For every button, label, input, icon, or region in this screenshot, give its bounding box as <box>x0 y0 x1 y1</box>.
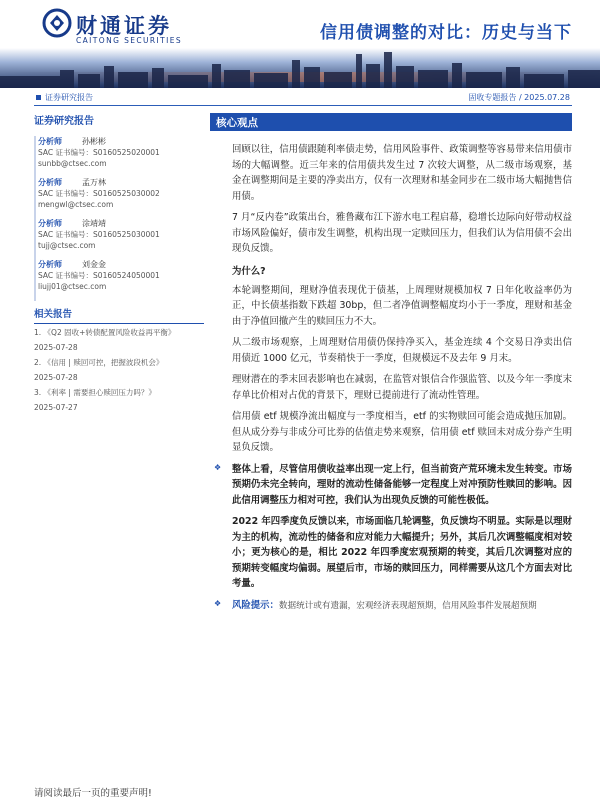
analyst-email[interactable]: mengwl@ctsec.com <box>38 200 114 209</box>
analyst-card <box>34 136 194 169</box>
analyst-email[interactable]: tujj@ctsec.com <box>38 241 96 250</box>
related-report-link[interactable]: 1. 《Q2 固收+转债配置风险收益再平衡》 <box>34 328 176 337</box>
analyst-role: 分析师 <box>38 137 62 146</box>
analyst-name: 刘金金 <box>82 260 106 269</box>
analyst-cert: S0160524050001 <box>93 271 160 280</box>
related-report-link[interactable]: 3. 《利率 | 需要担心赎回压力吗？》 <box>34 388 156 397</box>
diamond-bullet-icon: ❖ <box>214 598 222 608</box>
paragraph: 从二级市场观察，上周理财信用债仍保持净买入，基金连续 4 个交易日净卖出信用债近 1000 亿元，节奏稍快于一季度，但规模远不及去年 9 月末。 <box>232 337 572 364</box>
analyst-email[interactable]: sunbb@ctsec.com <box>38 159 107 168</box>
brand-name-cn: 财通证券 <box>76 14 172 38</box>
paragraph: 7 月“反内卷”政策出台，雅鲁藏布江下游水电工程启幕，稳增长边际向好带动权益市场风险偏好，债市发生调整，机构出现一定赎回压力，但我们认为信用债不会出现负反馈。 <box>232 212 572 254</box>
risk-text: 数据统计或有遗漏，宏观经济表现超预期，信用风险事件发展超预期 <box>278 600 537 611</box>
analyst-card <box>34 177 194 210</box>
risk-bullet <box>214 598 572 615</box>
analyst-name: 涂靖靖 <box>82 219 106 228</box>
analyst-name: 孟万林 <box>82 178 106 187</box>
analyst-email[interactable]: liujj01@ctsec.com <box>38 282 107 291</box>
research-label: 证券研究报告 <box>34 116 94 127</box>
report-header <box>0 0 600 90</box>
report-type <box>36 92 93 103</box>
related-report-link[interactable]: 2. 《信用 | 赎回可控，把握波段机会》 <box>34 358 164 367</box>
analyst-name: 孙彬彬 <box>82 137 106 146</box>
summary-paragraph: 整体上看，尽管信用债收益率出现一定上行，但当前资产荒环境未发生转变。市场预期仍未完全转向，理财的流动性储备能够一定程度上对冲预防性赎回的影响。因此信用调整压力相对可控，我们认为出现负反馈的可能性极低。 <box>232 463 572 506</box>
analyst-cert-label: SAC 证书编号： <box>38 271 94 280</box>
core-views-heading <box>210 113 572 131</box>
paragraph: 回顾以往，信用债跟随利率债走势，信用风险事件、政策调整等容易带来信用债市场的大幅调整。近三年来的信用债共发生过 7 次较大调整，从二级市场观察，基金在调整期间是主要的净卖出方，仅有一次理财和基金同步在二级市场大幅抛售信用债。 <box>232 144 572 202</box>
analyst-role: 分析师 <box>38 178 62 187</box>
core-views-label: 核心观点 <box>216 117 258 129</box>
analyst-cert: S0160525020001 <box>93 148 160 157</box>
brand-logo <box>42 8 182 50</box>
diamond-bullet-icon: ❖ <box>214 462 222 472</box>
risk-label: 风险提示： <box>232 599 279 611</box>
analyst-role: 分析师 <box>38 219 62 228</box>
analyst-cert-label: SAC 证书编号： <box>38 189 94 198</box>
related-report-date: 2025-07-27 <box>34 403 78 412</box>
paragraph: 理财潜在的季末回表影响也在减弱，在监管对银信合作强监管、以及今年一季度末存单比价相对占优的背景下，理财已提前进行了流动性管理。 <box>232 374 572 401</box>
report-subbar <box>0 90 600 106</box>
analyst-cert: S0160525030001 <box>93 230 160 239</box>
square-bullet-icon <box>36 95 41 100</box>
analyst-card <box>34 259 194 292</box>
caitong-logo-icon <box>42 8 72 38</box>
report-meta: 固收专题报告 / 2025.07.28 <box>468 93 570 102</box>
related-report-date: 2025-07-28 <box>34 373 78 382</box>
question-heading: 为什么? <box>232 265 266 277</box>
analyst-cert-label: SAC 证书编号： <box>38 230 94 239</box>
sidebar <box>34 112 194 414</box>
analyst-card <box>34 218 194 251</box>
paragraph: 本轮调整期间，理财净值表现优于债基，上周理财规模加权 7 日年化收益率仍为正，中长债基指数下跌超 30bp，但二者净值调整幅度均小于一季度，理财和基金由于净值回撤产生的赎回压力不大。 <box>232 284 572 327</box>
header-divider <box>34 105 572 106</box>
analyst-role: 分析师 <box>38 260 62 269</box>
related-report-date: 2025-07-28 <box>34 343 78 352</box>
analyst-cert: S0160525030002 <box>93 189 160 198</box>
analyst-cert-label: SAC 证书编号： <box>38 148 94 157</box>
brand-name-en: CAITONG SECURITIES <box>76 36 183 45</box>
summary-paragraph: 2022 年四季度负反馈以来，市场面临几轮调整，负反馈均不明显。实际是以理财为主的机构，流动性的储备和应对能力大幅提升；另外，其后几次调整幅度相对较小；更为核心的是，相比 2022 年四季度宏观预期的转变，其后几次调整对应的预期转变幅度均偏弱。展望后市，市场的赎回压力，同样需要从这几个方面去对比考量。 <box>232 516 572 589</box>
report-title: 信用债调整的对比：历史与当下 <box>320 23 572 43</box>
city-skyline-banner <box>0 48 600 88</box>
related-reports-title: 相关报告 <box>34 306 204 324</box>
main-content <box>214 142 572 620</box>
paragraph: 信用债 etf 规模净流出幅度与一季度相当，etf 的实物赎回可能会造成抛压加剧。但从成分券与非成分可比券的估值走势来观察，信用债 etf 赎回未对成分券产生明显负反馈。 <box>232 411 572 453</box>
report-type-label: 证券研究报告 <box>45 93 93 102</box>
summary-bullet <box>214 462 572 509</box>
footer-disclaimer: 请阅读最后一页的重要声明! <box>34 788 152 799</box>
